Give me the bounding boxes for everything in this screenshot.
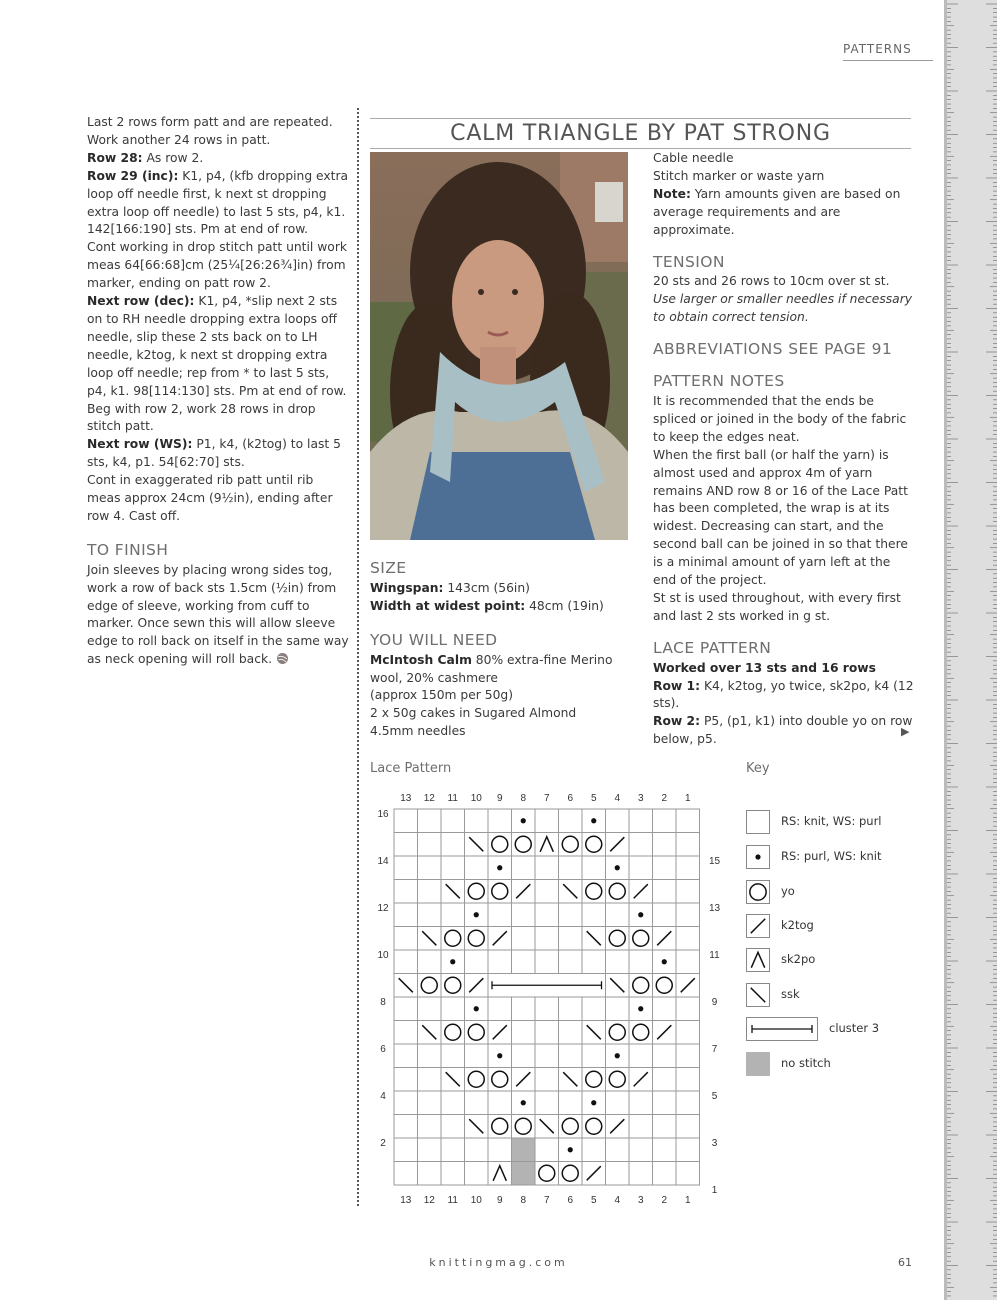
chart-cell: [418, 1115, 442, 1139]
chart-cell: [676, 997, 700, 1021]
col-label-bottom: 3: [637, 1195, 644, 1206]
chart-cell: [653, 903, 677, 927]
yarn-cakes: 2 x 50g cakes in Sugared Almond: [370, 706, 577, 721]
notes-p3: St st is used throughout, with every first and last 2 sts worked in g st.: [653, 590, 901, 623]
col-label-bottom: 1: [684, 1195, 691, 1206]
chart-cell: [488, 997, 512, 1021]
key-item-yo: [746, 880, 926, 904]
chart-cell: [629, 1138, 653, 1162]
tension-text: 20 sts and 26 rows to 10cm over st st.: [653, 274, 890, 289]
chart-cell: [418, 997, 442, 1021]
chart-cell: [676, 833, 700, 857]
chart-cell: [559, 1044, 583, 1068]
purl-dot: [591, 1100, 596, 1105]
chart-cell: [465, 809, 489, 833]
col-label-bottom: 5: [590, 1195, 597, 1206]
cable-needle: Cable needle: [653, 151, 734, 165]
chart-cell: [441, 1115, 465, 1139]
ssk-symbol-icon: [746, 983, 770, 1007]
k2tog-symbol-icon: [746, 914, 770, 938]
chart-cell: [676, 856, 700, 880]
chart-cell: [629, 833, 653, 857]
row-label: 11: [709, 950, 720, 961]
chart-cell: [606, 1162, 630, 1186]
chart-row: [394, 1138, 700, 1162]
col-label-top: 2: [661, 793, 668, 804]
chart-cell: [394, 997, 418, 1021]
chart-cell: [512, 997, 536, 1021]
chart-cell: [512, 903, 536, 927]
section-header: PATTERNS: [843, 42, 933, 61]
chart-cell: [418, 903, 442, 927]
col-label-bottom: 13: [400, 1195, 412, 1206]
lace-heading: LACE PATTERN: [653, 638, 772, 657]
col-label-top: 1: [684, 793, 691, 804]
purl-dot: [615, 865, 620, 870]
chart-cell: [559, 1091, 583, 1115]
purl-dot: [638, 1006, 643, 1011]
purl-dot: [474, 912, 479, 917]
model-photo: [370, 152, 628, 540]
chart-row: [394, 1044, 700, 1068]
key-label: yo: [781, 884, 795, 898]
chart-cell: [512, 856, 536, 880]
chart-cell: [676, 1068, 700, 1092]
chart-cell: [606, 809, 630, 833]
tension-note: Use larger or smaller needles if necessary to obtain correct tension.: [653, 292, 913, 325]
purl-dot: [474, 1006, 479, 1011]
col-label-top: 8: [520, 793, 527, 804]
chart-cell: [559, 950, 583, 974]
chart-cell: [394, 1021, 418, 1045]
row-label: 7: [711, 1044, 718, 1055]
chart-cell: [629, 856, 653, 880]
chart-cell: [418, 1068, 442, 1092]
purl-dot: [450, 959, 455, 964]
middle-column: [370, 560, 632, 741]
row-label: 14: [377, 856, 389, 867]
chart-title: Lace Pattern: [370, 761, 452, 776]
chart-cell: [465, 1138, 489, 1162]
chart-cell: [653, 1091, 677, 1115]
col-label-top: 6: [567, 793, 574, 804]
chart-cell: [535, 1091, 559, 1115]
purl-dot: [615, 1053, 620, 1058]
need-heading: YOU WILL NEED: [370, 630, 498, 649]
notes-p1: It is recommended that the ends be spliced or joined in the body of the fabric to keep the edges neat.: [653, 393, 907, 444]
footer-site: knittingmag.com: [429, 1256, 568, 1269]
chart-cell: [653, 1138, 677, 1162]
chart-cell: [582, 1044, 606, 1068]
left-column: [87, 114, 349, 669]
col-label-bottom: 7: [543, 1195, 550, 1206]
chart-cell: [559, 997, 583, 1021]
chart-cell: [394, 856, 418, 880]
key-item-k2tog: [746, 914, 926, 938]
col-label-top: 11: [447, 793, 458, 804]
key-label: RS: purl, WS: knit: [781, 849, 882, 863]
chart-cell: [629, 950, 653, 974]
col-label-top: 10: [470, 793, 482, 804]
chart-cell: [441, 856, 465, 880]
col-label-bottom: 10: [470, 1195, 482, 1206]
chart-cell: [465, 1091, 489, 1115]
chart-cell: [394, 809, 418, 833]
chart-cell: [629, 809, 653, 833]
purl-dot: [568, 1147, 573, 1152]
page-number: 61: [898, 1256, 912, 1269]
chart-cell: [535, 880, 559, 904]
col-label-bottom: 2: [661, 1195, 668, 1206]
chart-cell: [653, 997, 677, 1021]
cluster-symbol-icon: [746, 1017, 818, 1041]
chart-cell: [653, 1044, 677, 1068]
col-label-top: 3: [637, 793, 644, 804]
chart-row: [394, 997, 700, 1021]
chart-row: [394, 833, 700, 857]
chart-cell: [559, 903, 583, 927]
row-29: Row 29 (inc): K1, p4, (kfb dropping extra loop off needle first, k next st dropping extra loop off needle) to last 5 sts, p4, k1. 142[166:190] sts. Pm at end of row.: [87, 168, 349, 237]
key-item-sk2po: [746, 948, 926, 972]
chart-cell: [582, 997, 606, 1021]
purl-dot: [521, 1100, 526, 1105]
chart-cell: [653, 1115, 677, 1139]
chart-cell: [418, 856, 442, 880]
chart-cell: [535, 1068, 559, 1092]
width: Width at widest point: 48cm (19in): [370, 598, 604, 613]
chart-cell: [535, 903, 559, 927]
yarn: McIntosh Calm 80% extra-fine Merino wool, 20% cashmere: [370, 652, 613, 685]
chart-cell: [606, 903, 630, 927]
chart-cell: [394, 927, 418, 951]
row-label: 4: [380, 1091, 386, 1102]
row-label: 3: [711, 1138, 718, 1149]
chart-cell: [582, 903, 606, 927]
chart-row: [394, 856, 700, 880]
purl-dot: [662, 959, 667, 964]
chart-row: [394, 880, 700, 904]
chart-cell: [441, 833, 465, 857]
row-label: 6: [380, 1044, 386, 1055]
chart-cell: [676, 880, 700, 904]
chart-cell: [559, 1021, 583, 1045]
col-label-top: 13: [400, 793, 412, 804]
chart-row: [394, 1162, 700, 1186]
para-rib: Cont in exaggerated rib patt until rib meas approx 24cm (9½in), ending after row 4. Cast off.: [87, 473, 333, 523]
col-label-top: 7: [543, 793, 550, 804]
chart-cell: [676, 1162, 700, 1186]
finish-text: Join sleeves by placing wrong sides tog, work a row of back sts 1.5cm (½in) from edge of sleeve, working from cuff to marker. Once sewn this will allow sleeve edge to roll back on itself in the same way as neck opening will roll back.: [87, 562, 349, 667]
chart-row: [394, 1115, 700, 1139]
chart-cell: [441, 903, 465, 927]
chart-cell: [488, 903, 512, 927]
chart-cell: [394, 903, 418, 927]
key-item-purl: [746, 845, 926, 869]
purl-dot: [497, 1053, 502, 1058]
abbrev-heading: ABBREVIATIONS SEE PAGE 91: [653, 340, 893, 359]
chart-cell: [606, 1138, 630, 1162]
col-label-bottom: 12: [423, 1195, 435, 1206]
chart-cell: [535, 1021, 559, 1045]
yarn-note: Note: Yarn amounts given are based on average requirements and are approximate.: [653, 186, 901, 237]
row-dec: Next row (dec): K1, p4, *slip next 2 sts on to RH needle dropping extra loops off needle, slip these 2 sts back on to LH needle, k2tog, k next st dropping extra loop off needle; rep from * to last 5 sts, p4, k1. 98[114:130] sts. Pm at end of row. Beg with row 2, work 28 rows in drop stitch patt.: [87, 294, 347, 434]
chart-cell: [559, 856, 583, 880]
chart-cell: [394, 1115, 418, 1139]
chart-cell: [465, 856, 489, 880]
chart-cell: [653, 1068, 677, 1092]
continue-arrow-icon: ▶: [901, 725, 910, 738]
col-label-top: 4: [614, 793, 621, 804]
chart-cell: [488, 1091, 512, 1115]
chart-row: [394, 974, 700, 998]
lace-chart: [365, 785, 725, 1210]
col-label-bottom: 9: [496, 1195, 503, 1206]
chart-cell: [535, 809, 559, 833]
row-label: 2: [380, 1138, 386, 1149]
chart-cell: [488, 809, 512, 833]
chart-cell: [441, 1091, 465, 1115]
chart-cell: [535, 1044, 559, 1068]
chart-cell: [441, 1138, 465, 1162]
tension-heading: TENSION: [653, 252, 725, 271]
lace-row-1: Row 1: K4, k2tog, yo twice, sk2po, k4 (12 sts).: [653, 678, 914, 711]
stitch-marker: Stitch marker or waste yarn: [653, 168, 825, 183]
key-label: cluster 3: [829, 1021, 880, 1035]
chart-cell: [418, 1044, 442, 1068]
key-item-knit: [746, 810, 926, 834]
chart-cell: [629, 1115, 653, 1139]
chart-row: [394, 950, 700, 974]
chart-cell: [653, 880, 677, 904]
chart-cell: [465, 950, 489, 974]
chart-cell: [441, 997, 465, 1021]
row-label: 15: [708, 856, 721, 867]
notes-heading: PATTERN NOTES: [653, 372, 785, 391]
key-label: RS: knit, WS: purl: [781, 814, 882, 828]
chart-cell: [629, 1044, 653, 1068]
chart-cell: [653, 809, 677, 833]
chart-cell: [676, 1091, 700, 1115]
chart-cell: [394, 1068, 418, 1092]
chart-cell: [441, 1044, 465, 1068]
needles: 4.5mm needles: [370, 724, 466, 739]
row-label: 10: [377, 950, 389, 961]
yo-symbol-icon: [746, 880, 770, 904]
key-label: sk2po: [781, 952, 816, 966]
no-stitch-cell: [512, 1162, 536, 1186]
chart-cell: [629, 1091, 653, 1115]
chart-row: [394, 903, 700, 927]
chart-cell: [606, 950, 630, 974]
col-label-bottom: 6: [567, 1195, 574, 1206]
chart-cell: [582, 1138, 606, 1162]
yarn-amount: (approx 150m per 50g): [370, 688, 514, 703]
chart-cell: [394, 833, 418, 857]
column-divider: [357, 108, 359, 1206]
chart-cell: [535, 950, 559, 974]
chart-cell: [676, 1115, 700, 1139]
wingspan: Wingspan: 143cm (56in): [370, 580, 530, 595]
lace-row-2: Row 2: P5, (p1, k1) into double yo on row below, p5.: [653, 714, 913, 747]
key-label: ssk: [781, 987, 800, 1001]
pattern-title: CALM TRIANGLE BY PAT STRONG: [370, 118, 911, 149]
para-repeat: Last 2 rows form patt and are repeated. Work another 24 rows in patt.: [87, 115, 333, 147]
ruler: [944, 0, 997, 1300]
key-label: k2tog: [781, 918, 814, 932]
row-label: 16: [377, 809, 389, 820]
key-item-nostitch: [746, 1052, 926, 1076]
col-label-top: 9: [496, 793, 503, 804]
chart-cell: [606, 1091, 630, 1115]
chart-cell: [394, 1162, 418, 1186]
chart-row: [394, 1068, 700, 1092]
chart-cell: [676, 903, 700, 927]
chart-cell: [676, 1044, 700, 1068]
para-cont: Cont working in drop stitch patt until work meas 64[66:68]cm (25¼[26:26¾]in) from marker, ending on patt row 2.: [87, 240, 347, 291]
row-label: 9: [711, 997, 718, 1008]
chart-cell: [512, 927, 536, 951]
chart-row: [394, 927, 700, 951]
chart-cell: [512, 1044, 536, 1068]
chart-cell: [418, 1162, 442, 1186]
finish-heading: TO FINISH: [87, 540, 169, 559]
chart-cell: [676, 927, 700, 951]
chart-cell: [676, 950, 700, 974]
col-label-bottom: 11: [447, 1195, 458, 1206]
chart-cell: [606, 997, 630, 1021]
chart-cell: [488, 1138, 512, 1162]
chart-cell: [418, 880, 442, 904]
lace-sub: Worked over 13 sts and 16 rows: [653, 660, 876, 675]
key-item-ssk: [746, 983, 926, 1007]
chart-cell: [394, 880, 418, 904]
chart-cell: [559, 809, 583, 833]
purl-dot: [497, 865, 502, 870]
row-ws: Next row (WS): P1, k4, (k2tog) to last 5 sts, k4, p1. 54[62:70] sts.: [87, 437, 341, 470]
chart-cell: [394, 1138, 418, 1162]
chart-cell: [394, 950, 418, 974]
chart-cell: [394, 1044, 418, 1068]
chart-cell: [653, 856, 677, 880]
key-title: Key: [746, 761, 770, 776]
row-label: 5: [711, 1091, 718, 1102]
notes-p2: When the first ball (or half the yarn) is almost used and approx 4m of yarn remains AND row 8 or 16 of the Lace Patt has been completed, the wrap is at its widest. Decreasing can start, and the second ball can be joined in so that there is a minimal amount of yarn left at the end of the project.: [653, 447, 908, 588]
row-label: 12: [377, 903, 389, 914]
chart-cell: [582, 950, 606, 974]
chart-cell: [418, 1091, 442, 1115]
knit-symbol-icon: [746, 810, 770, 834]
chart-cell: [441, 1162, 465, 1186]
chart-cell: [418, 950, 442, 974]
row-label: 1: [711, 1185, 718, 1196]
purl-dot: [638, 912, 643, 917]
size-heading: SIZE: [370, 559, 407, 577]
chart-row: [394, 1021, 700, 1045]
chart-cell: [535, 997, 559, 1021]
chart-cell: [676, 809, 700, 833]
row-label: 8: [380, 997, 386, 1008]
purl-dot: [521, 818, 526, 823]
chart-cell: [418, 809, 442, 833]
col-label-bottom: 4: [614, 1195, 621, 1206]
chart-row: [394, 1091, 700, 1115]
chart-cell: [629, 1162, 653, 1186]
chart-cell: [653, 1162, 677, 1186]
chart-cell: [653, 833, 677, 857]
chart-cell: [441, 809, 465, 833]
chart-cell: [418, 1138, 442, 1162]
col-label-bottom: 8: [520, 1195, 527, 1206]
chart-cell: [535, 856, 559, 880]
chart-cell: [465, 1044, 489, 1068]
row-label: 13: [708, 903, 721, 914]
chart-cell: [512, 950, 536, 974]
chart-cell: [512, 1021, 536, 1045]
nostitch-symbol-icon: [746, 1052, 770, 1076]
chart-cell: [394, 1091, 418, 1115]
purl-dot: [591, 818, 596, 823]
chart-cell: [535, 1138, 559, 1162]
right-column: [653, 150, 915, 749]
purl-symbol-icon: [746, 845, 770, 869]
chart-cell: [559, 927, 583, 951]
chart-cell: [488, 950, 512, 974]
col-label-top: 5: [590, 793, 597, 804]
chart-row: [394, 809, 700, 833]
no-stitch-cell: [512, 1138, 536, 1162]
col-label-top: 12: [423, 793, 435, 804]
chart-cell: [418, 833, 442, 857]
key-item-cluster: [746, 1017, 926, 1041]
sk2po-symbol-icon: [746, 948, 770, 972]
chart-cell: [465, 1162, 489, 1186]
chart-cell: [582, 856, 606, 880]
chart-cell: [676, 1021, 700, 1045]
chart-cell: [676, 1138, 700, 1162]
yarn-ball-icon: [276, 652, 289, 665]
key-label: no stitch: [781, 1056, 831, 1070]
purl-dot: [755, 854, 760, 859]
row-28: Row 28: As row 2.: [87, 150, 204, 165]
chart-cell: [535, 927, 559, 951]
